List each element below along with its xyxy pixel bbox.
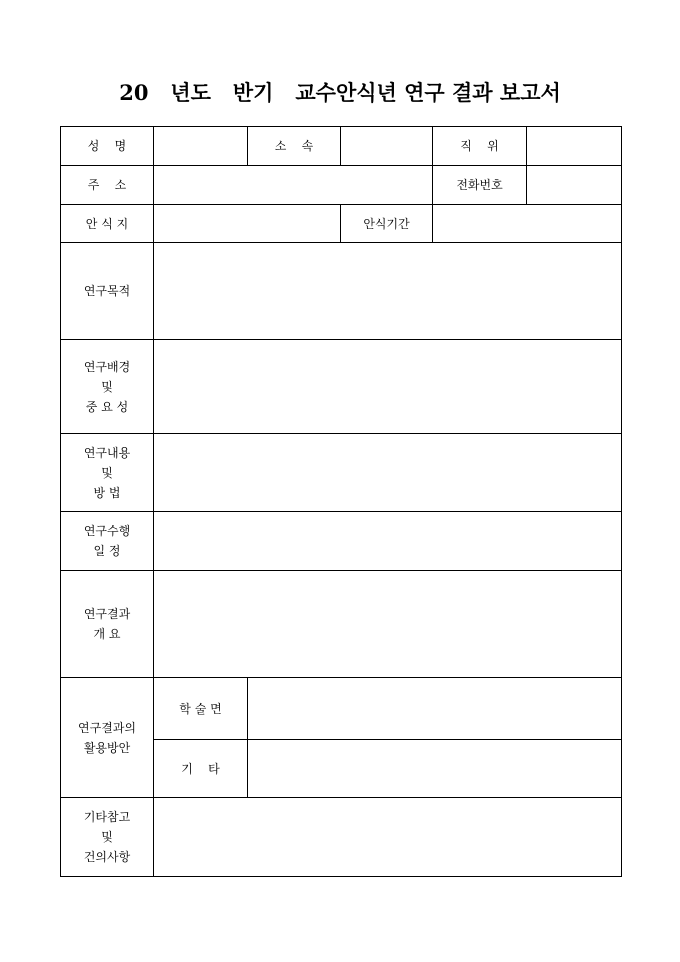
research-schedule-label: 연구수행 일 정 bbox=[61, 512, 154, 571]
phone-field[interactable] bbox=[527, 166, 622, 205]
research-schedule-field[interactable] bbox=[154, 512, 622, 571]
sabbatical-period-field[interactable] bbox=[433, 205, 622, 243]
address-label: 주 소 bbox=[61, 166, 154, 205]
affiliation-label: 소 속 bbox=[248, 127, 341, 166]
research-purpose-label: 연구목적 bbox=[61, 243, 154, 340]
row-usage-academic bbox=[61, 678, 622, 740]
research-usage-label: 연구결과의 활용방안 bbox=[61, 678, 154, 798]
remarks-field[interactable] bbox=[154, 798, 622, 877]
row-research-purpose bbox=[61, 243, 622, 340]
other-field[interactable] bbox=[248, 740, 622, 798]
row-remarks bbox=[61, 798, 622, 877]
other-label: 기 타 bbox=[154, 740, 248, 798]
position-label: 직 위 bbox=[433, 127, 527, 166]
research-background-label: 연구배경 및 중 요 성 bbox=[61, 340, 154, 434]
name-field[interactable] bbox=[154, 127, 248, 166]
row-research-content bbox=[61, 434, 622, 512]
affiliation-field[interactable] bbox=[341, 127, 433, 166]
document-title: 20 년도 반기 교수안식년 연구 결과 보고서 bbox=[119, 80, 561, 105]
sabbatical-place-label: 안 식 지 bbox=[61, 205, 154, 243]
name-label: 성 명 bbox=[61, 127, 154, 166]
address-field[interactable] bbox=[154, 166, 433, 205]
academic-label: 학 술 면 bbox=[154, 678, 248, 740]
research-summary-label: 연구결과 개 요 bbox=[61, 571, 154, 678]
academic-field[interactable] bbox=[248, 678, 622, 740]
research-purpose-field[interactable] bbox=[154, 243, 622, 340]
research-content-label: 연구내용 및 방 법 bbox=[61, 434, 154, 512]
row-name bbox=[61, 127, 622, 166]
research-content-field[interactable] bbox=[154, 434, 622, 512]
row-research-schedule bbox=[61, 512, 622, 571]
remarks-label: 기타참고 및 건의사항 bbox=[61, 798, 154, 877]
row-sabbatical bbox=[61, 205, 622, 243]
row-address bbox=[61, 166, 622, 205]
sabbatical-period-label: 안식기간 bbox=[341, 205, 433, 243]
row-research-summary bbox=[61, 571, 622, 678]
research-background-field[interactable] bbox=[154, 340, 622, 434]
row-research-background bbox=[61, 340, 622, 434]
sabbatical-place-field[interactable] bbox=[154, 205, 341, 243]
position-field[interactable] bbox=[527, 127, 622, 166]
research-summary-field[interactable] bbox=[154, 571, 622, 678]
report-form bbox=[60, 126, 622, 877]
phone-label: 전화번호 bbox=[433, 166, 527, 205]
